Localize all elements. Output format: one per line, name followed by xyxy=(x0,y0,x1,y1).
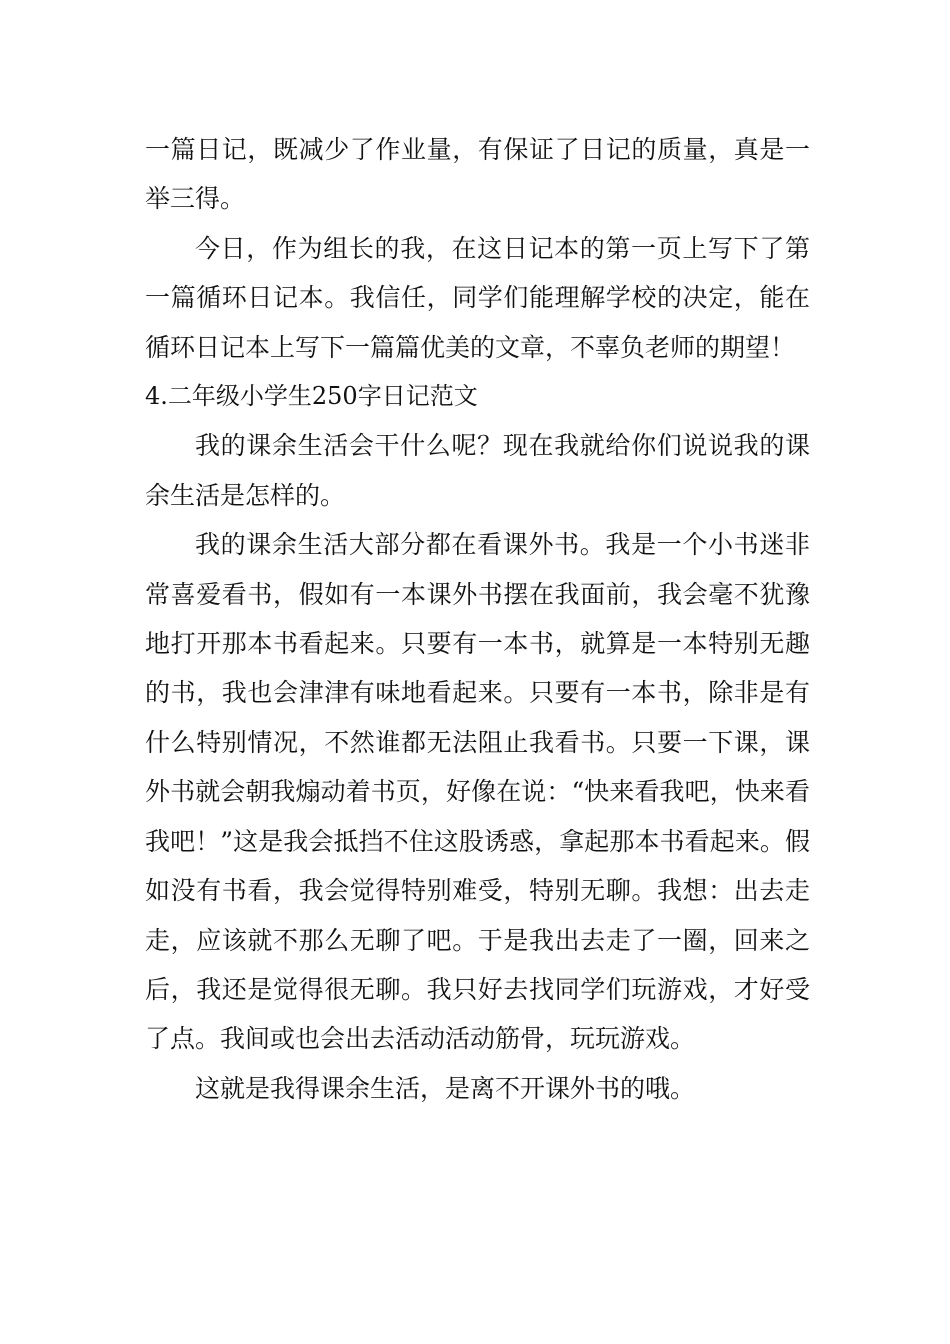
paragraph-diary-today: 今日，作为组长的我，在这日记本的第一页上写下了第一篇循环日记本。我信任，同学们能理解学校的决定，能在循环日记本上写下一篇篇优美的文章，不辜负老师的期望！ xyxy=(145,233,810,362)
paragraph-reading: 我的课余生活大部分都在看课外书。我是一个小书迷非常喜爱看书，假如有一本课外书摆在我面前，我会毫不犹豫地打开那本书看起来。只要有一本书，就算是一本特别无趣的书，我也会津津有味地看起来。只要有一本书，除非是有什么特别情况，不然谁都无法阻止我看书。只要一下课，课外书就会朝我煽动着书页，好像在说：“快来看我吧，快来看我吧！”这是我会抵挡不住这股诱惑，拿起那本书看起来。假如没有书看，我会觉得特别难受，特别无聊。我想：出去走走，应该就不那么无聊了吧。于是我出去走了一圈，回来之后，我还是觉得很无聊。我只好去找同学们玩游戏，才好受了点。我间或也会出去活动活动筋骨，玩玩游戏。 xyxy=(145,530,810,1054)
paragraph-intro: 我的课余生活会干什么呢？现在我就给你们说说我的课余生活是怎样的。 xyxy=(145,431,810,510)
section-heading: 4.二年级小学生250字日记范文 xyxy=(145,382,478,411)
paragraph-continuation: 一篇日记，既减少了作业量，有保证了日记的质量，真是一举三得。 xyxy=(145,135,810,214)
paragraph-conclusion: 这就是我得课余生活，是离不开课外书的哦。 xyxy=(195,1073,696,1103)
document-body xyxy=(145,125,810,1113)
